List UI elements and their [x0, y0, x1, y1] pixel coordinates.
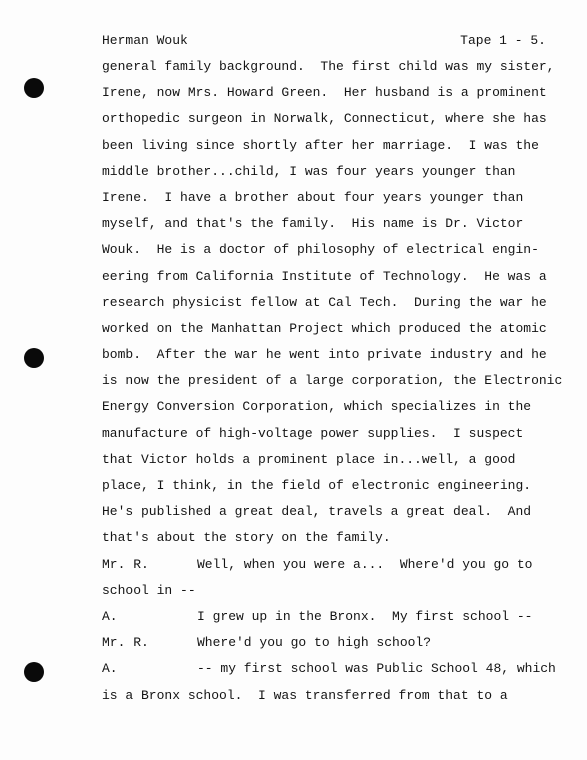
- text-line: is a Bronx school. I was transferred from that to a: [102, 687, 508, 703]
- text-line: manufacture of high-voltage power supplies. I suspect: [102, 425, 524, 441]
- tape-page-number: Tape 1 - 5.: [460, 33, 546, 48]
- text-line: is now the president of a large corporation, the Electronic: [102, 373, 563, 389]
- dialogue-text: -- my first school was Public School 48, which: [197, 661, 556, 677]
- text-line: been living since shortly after her marriage. I was the: [102, 137, 539, 153]
- interviewee-name: Herman Wouk: [102, 33, 188, 48]
- text-line: general family background. The first child was my sister,: [102, 59, 555, 74]
- text-line: bomb. After the war he went into private industry and he: [102, 347, 547, 363]
- speaker-label: Mr. R.: [102, 635, 149, 651]
- text-line: worked on the Manhattan Project which produced the atomic: [102, 320, 547, 336]
- dialogue-line: [102, 556, 562, 582]
- speaker-label: Mr. R.: [102, 556, 149, 572]
- dialogue-text: Where'd you go to high school?: [197, 635, 432, 651]
- dialogue-line: [102, 608, 562, 634]
- punch-hole: [24, 348, 44, 368]
- text-line: Irene. I have a brother about four years younger than: [102, 189, 524, 205]
- text-line: that Victor holds a prominent place in...well, a good: [102, 451, 516, 467]
- text-line: that's about the story on the family.: [102, 530, 391, 546]
- text-line: research physicist fellow at Cal Tech. During the war he: [102, 294, 547, 310]
- text-line: Energy Conversion Corporation, which specializes in the: [102, 399, 532, 415]
- text-line: He's published a great deal, travels a great deal. And: [102, 504, 532, 520]
- dialogue-line: [102, 660, 562, 686]
- dialogue-line: [102, 634, 562, 660]
- text-line: middle brother...child, I was four years younger than: [102, 163, 516, 179]
- speaker-label: A.: [102, 661, 118, 677]
- text-line: school in --: [102, 582, 196, 598]
- text-line: eering from California Institute of Technology. He was a: [102, 268, 547, 284]
- transcript-body: [102, 58, 562, 713]
- text-line: Wouk. He is a doctor of philosophy of electrical engin-: [102, 242, 539, 258]
- speaker-label: A.: [102, 608, 118, 624]
- text-line: orthopedic surgeon in Norwalk, Connecticut, where she has: [102, 111, 547, 127]
- text-line: Irene, now Mrs. Howard Green. Her husband is a prominent: [102, 85, 547, 101]
- text-line: myself, and that's the family. His name is Dr. Victor: [102, 216, 524, 232]
- punch-hole: [24, 78, 44, 98]
- punch-hole: [24, 662, 44, 682]
- text-line: place, I think, in the field of electronic engineering.: [102, 478, 532, 493]
- page-header: [102, 32, 546, 50]
- dialogue-text: Well, when you were a... Where'd you go to: [197, 556, 533, 572]
- dialogue-text: I grew up in the Bronx. My first school --: [197, 608, 533, 624]
